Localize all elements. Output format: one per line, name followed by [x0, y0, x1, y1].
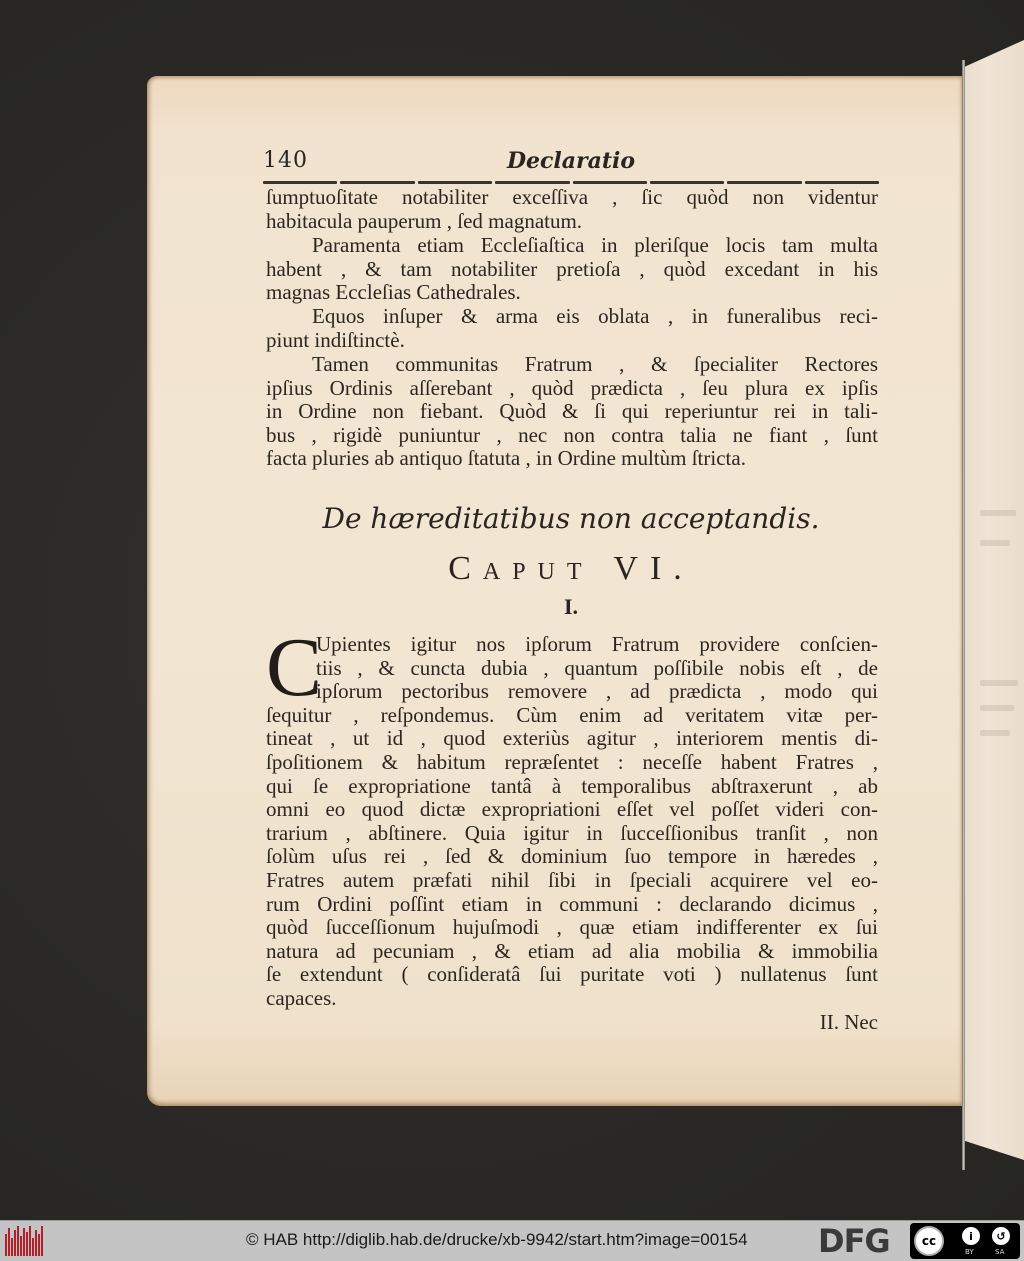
- drop-cap: C: [266, 621, 323, 714]
- text-line: ſpoſitionem & habitum repræſentet : neceſſe habent Fratres ,: [266, 749, 878, 774]
- text-line: bus , rigidè puniuntur , nec non contra talia ne fiant , ſunt: [266, 422, 878, 447]
- text-line: habent , & tam notabiliter pretioſa , quòd excedant in his: [266, 256, 878, 281]
- text-line: tiis , & cuncta dubia , quantum poſſibile nobis eſt , de: [316, 655, 878, 680]
- text-line: Tamen communitas Fratrum , & ſpecialiter Rectores: [312, 352, 878, 376]
- paragraph-equos: [266, 305, 878, 352]
- cc-icon: cc: [914, 1226, 944, 1256]
- section-title: De hæreditatibus non acceptandis.: [322, 502, 820, 535]
- text-line: Upientes igitur nos ipſorum Fratrum providere conſcien-: [316, 632, 878, 656]
- text-line: ſolùm uſus rei , ſed & dominium ſuo tempore in hæredes ,: [266, 844, 878, 869]
- text-line: trarium , abſtinere. Quia igitur in ſucceſſionibus tranſit , non: [266, 820, 878, 845]
- facing-page-edge: [962, 40, 1024, 1160]
- text-line: Fratres autem præfati nihil ſibi in ſpeciali acquirere vel eo-: [266, 867, 878, 892]
- paragraph-tamen: [266, 353, 878, 471]
- hab-barcode-logo-icon[interactable]: [5, 1226, 45, 1256]
- text-line: in Ordine non fiebant. Quòd & ſi qui reperiuntur rei in tali-: [266, 399, 878, 424]
- text-line: rum Ordini poſſint etiam in communi : declarando dicimus ,: [266, 891, 878, 916]
- text-line: piunt indiſtinctè.: [266, 327, 405, 352]
- catchword: II. Nec: [819, 1010, 878, 1034]
- chapter-title: Caput VI.: [448, 550, 694, 587]
- share-alike-icon: ↺: [992, 1227, 1010, 1245]
- text-line: ipſorum pectoribus removere , ad prædicta , modo qui: [316, 679, 878, 704]
- book-gutter: [962, 60, 965, 1170]
- running-head: [263, 148, 879, 182]
- page-number: 140: [263, 148, 308, 173]
- bleed-through-line: [980, 730, 1010, 736]
- text-line: ſequitur , reſpondemus. Cùm enim ad veritatem vitæ per-: [266, 702, 878, 727]
- bleed-through-line: [980, 680, 1018, 686]
- footer-bar: [0, 1220, 1024, 1261]
- section-number: I.: [563, 594, 579, 619]
- text-line: tineat , ut id , quod exteriùs agitur , interiorem mentis di-: [266, 726, 878, 751]
- cc-license-badge[interactable]: [910, 1223, 1020, 1259]
- bleed-through-line: [980, 705, 1014, 711]
- text-line: Paramenta etiam Eccleſiaſtica in pleriſque locis tam multa: [312, 233, 878, 257]
- running-title: Declaratio: [506, 148, 636, 174]
- paragraph-continuation: [266, 186, 878, 233]
- attribution-icon: i: [962, 1227, 980, 1245]
- dfg-logo[interactable]: DFG: [818, 1222, 890, 1260]
- text-line: ſe extendunt ( conſideratâ ſui puritate voti ) nullatenus ſunt: [266, 962, 878, 987]
- text-line: habitacula pauperum , ſed magnatum.: [266, 208, 583, 233]
- paragraph-paramenta: [266, 234, 878, 305]
- by-label: BY: [965, 1248, 974, 1256]
- text-line: capaces.: [266, 985, 337, 1010]
- text-line: facta pluries ab antiquo ſtatuta , in Ordine multùm ſtricta.: [266, 446, 746, 471]
- text-line: omni eo quod dictæ expropriationi eſſet vel poſſet videri con-: [266, 797, 878, 822]
- bleed-through-line: [980, 510, 1016, 516]
- text-line: quòd ſucceſſionum hujuſmodi , quæ etiam indifferenter ex ſui: [266, 915, 878, 940]
- text-line: natura ad pecuniam , & etiam ad alia mobilia & immobilia: [266, 938, 878, 963]
- sa-label: SA: [995, 1248, 1005, 1256]
- text-line: Equos inſuper & arma eis oblata , in funeralibus reci-: [312, 304, 878, 328]
- chapter-paragraph: [266, 621, 878, 1011]
- text-line: magnas Eccleſias Cathedrales.: [266, 280, 521, 305]
- text-line: ſumptuoſitate notabiliter exceſſiva , ſic quòd non videntur: [266, 185, 878, 209]
- copyright-url-link[interactable]: © HAB http://diglib.hab.de/drucke/xb-9942/start.htm?image=00154: [246, 1230, 748, 1249]
- text-line: qui ſe expropriatione tantâ à temporalibus abſtraxerunt , ab: [266, 773, 878, 798]
- text-line: ipſius Ordinis aſſerebant , quòd prædicta , ſeu plura ex ipſis: [266, 375, 878, 400]
- bleed-through-line: [980, 540, 1010, 546]
